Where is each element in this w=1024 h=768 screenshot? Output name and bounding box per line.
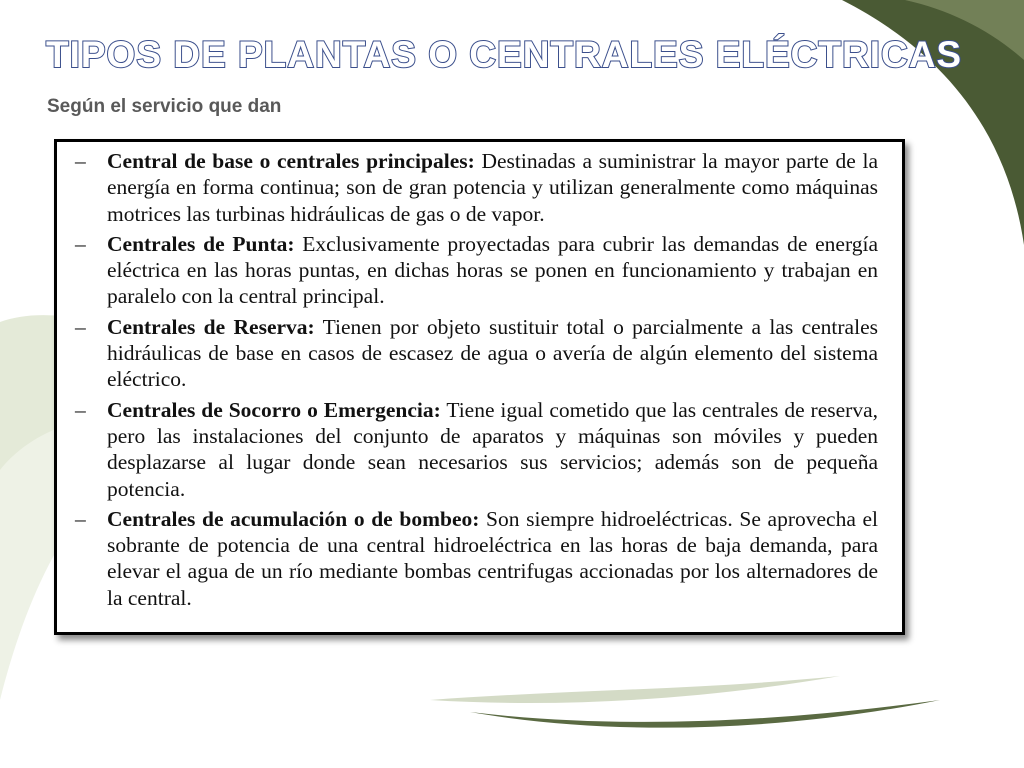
item-term: Centrales de Reserva: [107,314,315,339]
list-bullet: – [75,506,86,531]
item-term: Central de base o centrales principales: [107,149,475,173]
list-bullet: – [75,231,86,256]
content-box [54,139,905,635]
page-title: TIPOS DE PLANTAS O CENTRALES ELÉCTRICAS [46,34,963,75]
bottom-dark-swoosh [470,700,940,728]
list-bullet: – [75,397,86,422]
item-description: Son siempre hidroeléctricas. Se aprovecha el sobrante de potencia de una central hidroeléctrica en las horas de baja demanda, para elevar el agua de un río mediante bombas centrifugas accionadas por los alternadores de la central. [107,506,879,610]
bottom-light-swoosh [430,676,840,703]
item-description: Destinadas a suministrar la mayor parte de la energía en forma continua; son de gran potencia y utilizan generalmente como máquinas motrices las turbinas hidráulicas de gas o de vapor. [107,149,879,226]
item-description: Tiene igual cometido que las centrales de reserva, pero las instalaciones del conjunto de aparatos y máquinas son móviles y pueden desplazarse al lugar donde sean necesarios sus servicios; además son de pequeña potencia. [107,397,878,501]
list-bullet: – [75,314,86,339]
item-term: Centrales de Socorro o Emergencia: [107,397,441,422]
list-item [75,231,879,310]
list-item [75,397,878,502]
item-term: Centrales de Punta: [107,231,295,256]
item-description: Tienen por objeto sustituir total o parcialmente a las centrales hidráulicas de base en casos de escasez de agua o avería de algún elemento del sistema eléctrico. [107,314,878,392]
central-types-list [75,148,879,611]
page-subtitle: Según el servicio que dan [47,96,282,117]
item-term: Centrales de acumulación o de bombeo: [107,506,480,531]
list-item [75,148,879,227]
list-item [75,314,878,393]
list-bullet: – [75,149,86,173]
item-description: Exclusivamente proyectadas para cubrir las demandas de energía eléctrica en las horas puntas, en dichas horas se ponen en funcionamiento y trabajan en paralelo con la central principal. [107,231,879,309]
list-item [75,506,879,611]
